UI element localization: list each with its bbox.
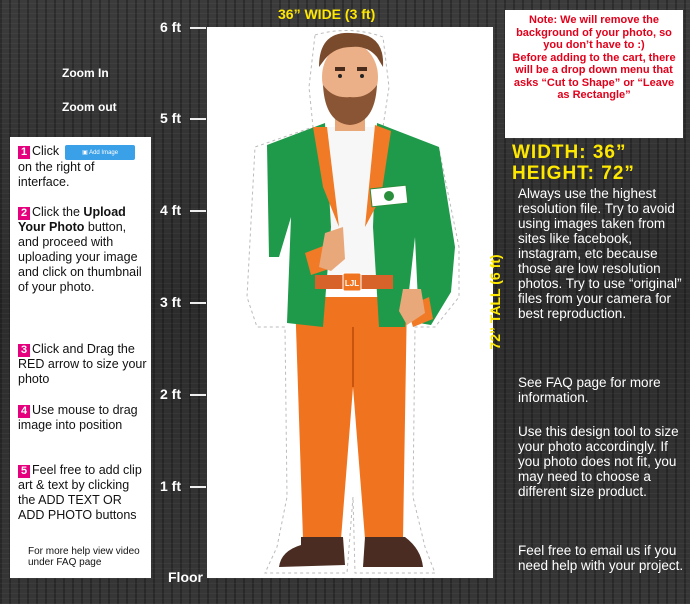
belt-buckle-text: LJL xyxy=(344,279,360,288)
cutout-figure[interactable] xyxy=(207,27,493,578)
step-number: 4 xyxy=(18,405,30,418)
step-number: 1 xyxy=(18,146,30,159)
ruler-label-1ft: 1 ft xyxy=(160,478,181,494)
note-line-2: Before adding to the cart, there will be a drop down menu that asks “Cut to Shape” or “Leave as Rectangle” xyxy=(512,51,676,101)
tall-label xyxy=(483,232,507,372)
dimensions xyxy=(512,142,635,184)
height-dimension: HEIGHT: 72” xyxy=(512,163,635,184)
width-dimension: WIDTH: 36” xyxy=(512,142,627,163)
note-line-1: Note: We will remove the background of your photo, so you don’t have to :) xyxy=(516,14,672,51)
step-2-text: Click the xyxy=(32,205,80,219)
image-icon: ▣ xyxy=(82,150,88,156)
ruler-tick xyxy=(190,210,206,212)
info-faq: See FAQ page for more information. xyxy=(518,375,661,405)
zoom-out-button[interactable]: Zoom out xyxy=(62,100,117,114)
ruler-tick xyxy=(190,27,206,29)
add-image-button[interactable] xyxy=(65,145,135,160)
ruler-label-3ft: 3 ft xyxy=(160,294,181,310)
ruler-tick xyxy=(190,118,206,120)
step-2 xyxy=(18,205,148,295)
help-text: For more help view video under FAQ page xyxy=(28,546,140,568)
ruler-tick xyxy=(190,394,206,396)
note-box xyxy=(505,10,683,138)
info-sizing: Use this design tool to size your photo accordingly. If you photo does not fit, you may need to choose a different size product. xyxy=(518,424,679,499)
step-1-text-continued: on the right of interface. xyxy=(18,160,95,189)
step-4-text: Use mouse to drag image into position xyxy=(18,403,138,432)
step-1-text: Click xyxy=(32,144,60,158)
step-number: 3 xyxy=(18,344,30,357)
info-email: Feel free to email us if you need help with your project. xyxy=(518,543,684,573)
step-3 xyxy=(18,342,148,387)
step-number: 2 xyxy=(18,207,30,220)
width-label: 36” WIDE (3 ft) xyxy=(278,6,376,22)
step-5 xyxy=(18,463,148,523)
upload-photo-text: Upload Your Photo xyxy=(18,205,126,234)
step-1 xyxy=(18,144,148,190)
info-resolution: Always use the highest resolution file. Try to avoid using images taken from sites like facebook, instagram, etc because those are low resolution photos. Try to use “original” files from your camera for best reproduction. xyxy=(518,186,682,321)
ruler-label-2ft: 2 ft xyxy=(160,386,181,402)
step-4 xyxy=(18,403,148,433)
left-shoe xyxy=(279,537,345,567)
add-image-label: Add Image xyxy=(89,150,119,156)
step-number: 5 xyxy=(18,465,30,478)
right-shoe xyxy=(363,537,423,567)
step-5-text: Feel free to add clip art & text by clicking the ADD TEXT OR ADD PHOTO buttons xyxy=(18,463,142,522)
instructions-panel xyxy=(10,137,151,578)
ruler-label-6ft: 6 ft xyxy=(160,19,181,35)
step-3-text: Click and Drag the RED arrow to size your photo xyxy=(18,342,147,386)
ruler-label-5ft: 5 ft xyxy=(160,110,181,126)
tall-label-text: 72” TALL (6 ft) xyxy=(487,254,503,350)
design-canvas[interactable] xyxy=(207,27,493,578)
pants xyxy=(295,297,407,539)
ruler-tick xyxy=(190,486,206,488)
floor-label: Floor xyxy=(168,569,203,585)
ruler-tick xyxy=(190,302,206,304)
ruler-label-4ft: 4 ft xyxy=(160,202,181,218)
step-2-text-continued: button, and proceed with uploading your image and click on thumbnail of your photo. xyxy=(18,220,142,294)
zoom-in-button[interactable]: Zoom In xyxy=(62,66,109,80)
